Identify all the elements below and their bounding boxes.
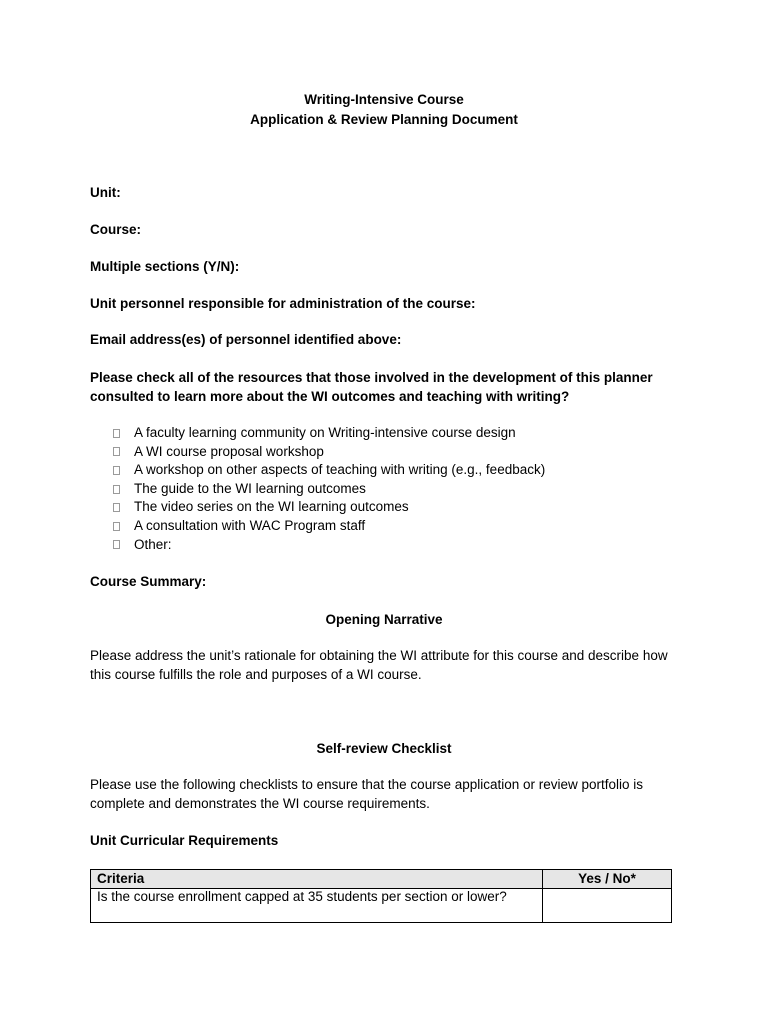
column-header-yes-no: Yes / No* (543, 870, 672, 889)
list-item[interactable] (113, 443, 545, 462)
resources-question: Please check all of the resources that those involved in the development of this planner consulted to learn more about the WI outcomes and teaching with writing? (90, 370, 653, 404)
checkbox-icon[interactable] (113, 540, 120, 549)
opening-narrative-text: Please address the unit’s rationale for obtaining the WI attribute for this course and describe how this course fulfills the role and purposes of a WI course. (90, 648, 668, 682)
yes-no-cell[interactable] (543, 889, 672, 923)
document-subtitle: Application & Review Planning Document (250, 112, 518, 127)
course-summary-label: Course Summary: (90, 574, 207, 589)
opening-narrative-heading: Opening Narrative (325, 612, 443, 627)
email-label: Email address(es) of personnel identified above: (90, 332, 402, 347)
resource-label: A consultation with WAC Program staff (134, 517, 366, 533)
unit-requirements-heading: Unit Curricular Requirements (90, 833, 279, 848)
personnel-label: Unit personnel responsible for administration of the course: (90, 296, 476, 311)
resource-label: The video series on the WI learning outcomes (134, 499, 409, 515)
document-title: Writing-Intensive Course (304, 92, 464, 107)
checkbox-icon[interactable] (113, 429, 120, 438)
checkbox-icon[interactable] (113, 466, 120, 475)
checkbox-icon[interactable] (113, 485, 120, 494)
multiple-sections-label: Multiple sections (Y/N): (90, 259, 240, 274)
list-item[interactable] (113, 424, 545, 443)
resources-checklist (113, 424, 545, 554)
table-row (91, 889, 672, 923)
self-review-text: Please use the following checklists to ensure that the course application or review portfolio is complete and demonstrates the WI course requirements. (90, 777, 644, 811)
column-header-criteria: Criteria (91, 870, 543, 889)
resource-label: A workshop on other aspects of teaching with writing (e.g., feedback) (134, 462, 546, 478)
self-review-heading: Self-review Checklist (316, 741, 452, 756)
resource-label: A faculty learning community on Writing-intensive course design (134, 425, 516, 440)
resource-label: The guide to the WI learning outcomes (134, 480, 366, 496)
resource-label: A WI course proposal workshop (134, 443, 324, 459)
criteria-cell: Is the course enrollment capped at 35 students per section or lower? (91, 889, 543, 923)
list-item[interactable] (113, 536, 545, 555)
checkbox-icon[interactable] (113, 503, 120, 512)
unit-label: Unit: (90, 185, 121, 200)
list-item[interactable] (113, 480, 545, 499)
criteria-table (90, 869, 672, 923)
checkbox-icon[interactable] (113, 522, 120, 531)
list-item[interactable] (113, 461, 545, 480)
table-header-row (91, 870, 672, 889)
list-item[interactable] (113, 517, 545, 536)
course-label: Course: (90, 222, 142, 237)
checkbox-icon[interactable] (113, 447, 120, 456)
list-item[interactable] (113, 498, 545, 517)
resource-label: Other: (134, 536, 172, 552)
